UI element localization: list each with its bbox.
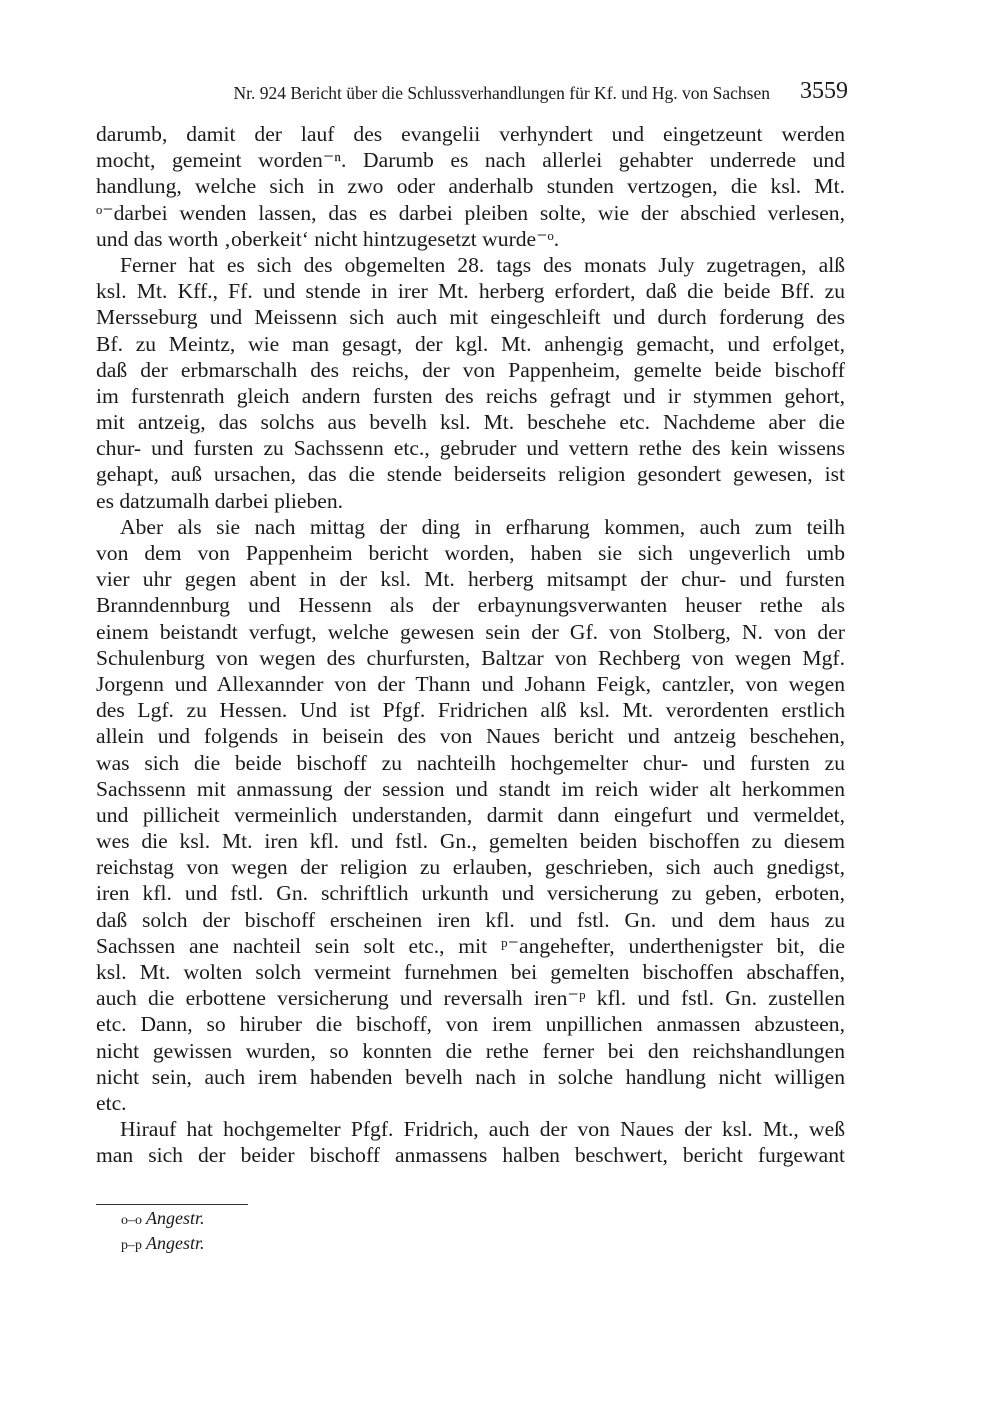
text-line: daß der erbmarschalh des reichs, der von Pappenheim, gemelte beide bischoff bbox=[96, 357, 845, 382]
text-line: man sich der beider bischoff anmassens halben beschwert, bericht furgewant bbox=[96, 1143, 845, 1168]
text-line: des Lgf. zu Hessen. Und ist Pfgf. Fridrichen alß ksl. Mt. verordenten erstlich bbox=[96, 698, 845, 723]
body-text bbox=[96, 121, 845, 1169]
text-line: mocht, gemeint worden⁻ⁿ. Darumb es nach allerlei gehabter underrede und bbox=[96, 148, 845, 173]
text-line: darumb, damit der lauf des evangelii verhyndert und eingetzeunt werden bbox=[96, 122, 845, 146]
text-line: handlung, welche sich in zwo oder anderhalb stunden vertzogen, die ksl. Mt. bbox=[96, 174, 845, 199]
text-line: von dem von Pappenheim bericht worden, haben sie sich ungeverlich umb bbox=[96, 541, 845, 565]
text-line: Jorgenn und Allexannder von der Thann und Johann Feigk, cantzler, von wegen bbox=[96, 671, 845, 696]
text-line: Sachssen ane nachteil sein solt etc., mit ᵖ⁻angehefter, underthenigster bit, die bbox=[96, 933, 845, 958]
text-line: etc. bbox=[96, 1090, 127, 1115]
page-number: 3559 bbox=[800, 78, 848, 104]
text-line: allein und folgends in beisein des von Naues bericht und antzeig beschehen, bbox=[96, 724, 845, 749]
text-line: iren kfl. und fstl. Gn. schriftlich urkunth und versicherung zu geben, erboten, bbox=[96, 881, 845, 906]
footnote-mark: o–o bbox=[121, 1213, 142, 1228]
text-line: Branndennburg und Hessenn als der erbaynungsverwanten heuser rethe als bbox=[96, 593, 845, 618]
text-line: was sich die beide bischoff zu nachteilh hochgemelter chur- und fursten zu bbox=[96, 750, 845, 775]
text-line: Sachssenn mit anmassung der session und standt im reich wider alt herkommen bbox=[96, 776, 845, 801]
text-line: einem beistandt verfugt, welche gewesen sein der Gf. von Stolberg, N. von der bbox=[96, 619, 845, 644]
text-line: Bf. zu Meintz, wie man gesagt, der kgl. Mt. anhengig gemacht, und erfolget, bbox=[96, 331, 845, 356]
text-line: ᵒ⁻darbei wenden lassen, das es darbei pleiben solte, wie der abschied verlesen, bbox=[96, 200, 845, 225]
text-line: ksl. Mt. wolten solch vermeint furnehmen bei gemelten bischoffen abschaffen, bbox=[96, 960, 845, 984]
text-line: etc. Dann, so hiruber die bischoff, von irem unpillichen anmassen abzusteen, bbox=[96, 1012, 845, 1037]
text-line: reichstag von wegen der religion zu erlauben, geschrieben, sich auch gnedigst, bbox=[96, 855, 845, 880]
text-line: gehapt, auß ursachen, das die stende beiderseits religion gesondert gewesen, ist bbox=[96, 462, 845, 487]
text-line: es datzumalh darbei plieben. bbox=[96, 488, 344, 513]
text-line: Schulenburg von wegen des churfursten, Baltzar von Rechberg von wegen Mgf. bbox=[96, 645, 845, 670]
text-line: im furstenrath gleich andern fursten des reichs gefragt und ir stymmen gehort, bbox=[96, 383, 845, 408]
footnote-text: Angestr. bbox=[146, 1233, 205, 1253]
text-line: nicht gewissen wurden, so konnten die rethe ferner bei den reichshandlungen bbox=[96, 1038, 845, 1063]
text-line: und das worth ‚oberkeit‘ nicht hintzugesetzt wurde⁻ᵒ. bbox=[96, 226, 560, 251]
text-line: ksl. Mt. Kff., Ff. und stende in irer Mt. herberg erfordert, daß die beide Bff. zu bbox=[96, 279, 845, 304]
text-line: Mersseburg und Meissenn sich auch mit eingeschleift und durch forderung des bbox=[96, 305, 845, 330]
footnote-mark: p–p bbox=[121, 1238, 142, 1253]
page-header bbox=[96, 78, 848, 108]
text-line: vier uhr gegen abent in der ksl. Mt. herberg mitsampt der chur- und fursten bbox=[96, 567, 845, 592]
text-line: daß solch der bischoff erscheinen iren kfl. und fstl. Gn. und dem haus zu bbox=[96, 907, 845, 932]
footnote-rule bbox=[96, 1204, 248, 1205]
footnote-text: Angestr. bbox=[146, 1208, 205, 1228]
footnotes bbox=[121, 1207, 205, 1257]
text-line: chur- und fursten zu Sachssenn etc., gebruder und vettern rethe des kein wissens bbox=[96, 436, 845, 461]
text-line: Hirauf hat hochgemelter Pfgf. Fridrich, auch der von Naues der ksl. Mt., weß bbox=[120, 1117, 845, 1142]
text-line: Ferner hat es sich des obgemelten 28. tags des monats July zugetragen, alß bbox=[120, 252, 845, 277]
text-line: Aber als sie nach mittag der ding in erfharung kommen, auch zum teilh bbox=[120, 514, 845, 539]
text-line: mit antzeig, das solchs aus bevelh ksl. Mt. beschehe etc. Nachdeme aber die bbox=[96, 410, 845, 435]
running-head: Nr. 924 Bericht über die Schlussverhandlungen für Kf. und Hg. von Sachsen bbox=[233, 83, 770, 103]
text-line: wes die ksl. Mt. iren kfl. und fstl. Gn., gemelten beiden bischoffen zu diesem bbox=[96, 829, 845, 854]
text-line: und pillicheit vermeinlich understanden, darmit dann eingefurt und vermeldet, bbox=[96, 802, 845, 827]
footnote bbox=[121, 1207, 205, 1232]
footnote bbox=[121, 1232, 205, 1257]
text-line: nicht sein, auch irem habenden bevelh nach in solche handlung nicht willigen bbox=[96, 1064, 845, 1089]
text-line: auch die erbottene versicherung und reversalh iren⁻ᵖ kfl. und fstl. Gn. zustellen bbox=[96, 986, 845, 1011]
